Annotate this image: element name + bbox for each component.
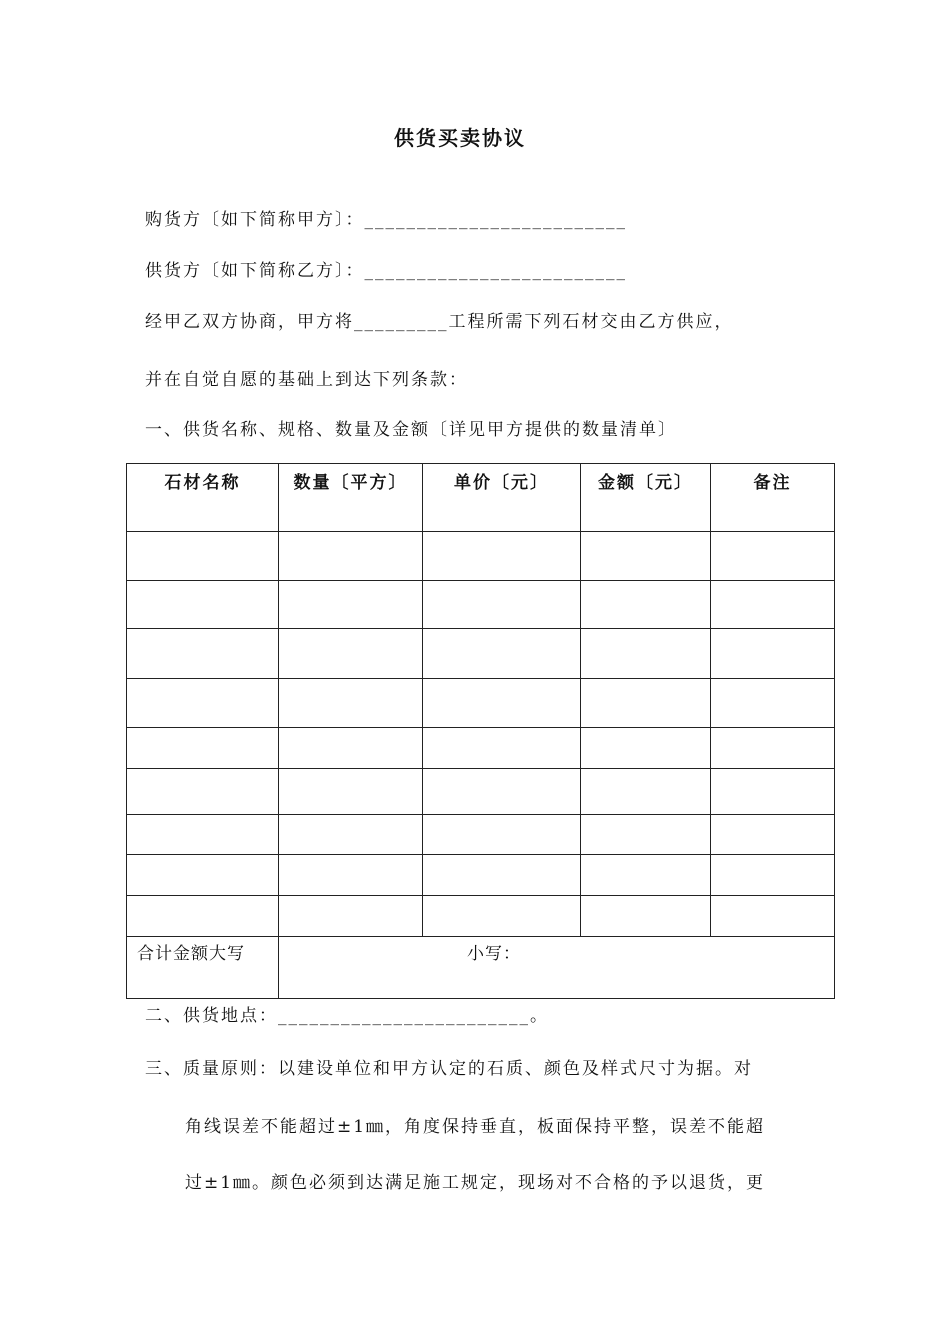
table-cell[interactable] xyxy=(279,679,423,728)
table-total-row xyxy=(127,937,835,999)
table-cell[interactable] xyxy=(581,769,711,815)
table-cell[interactable] xyxy=(127,629,279,679)
table-cell[interactable] xyxy=(127,532,279,581)
table-row xyxy=(127,679,835,728)
table-cell[interactable] xyxy=(711,855,835,896)
table-cell[interactable] xyxy=(423,581,581,629)
table-cell[interactable] xyxy=(279,629,423,679)
header-amount: 金额〔元〕 xyxy=(581,464,711,532)
table-cell[interactable] xyxy=(711,629,835,679)
total-amount-cell[interactable] xyxy=(279,937,835,999)
table-cell[interactable] xyxy=(127,815,279,855)
section-3-line-1: 三、质量原则：以建设单位和甲方认定的石质、颜色及样式尺寸为据。对 xyxy=(145,1059,753,1079)
table-row xyxy=(127,581,835,629)
table-cell[interactable] xyxy=(127,769,279,815)
table-cell[interactable] xyxy=(423,532,581,581)
table-row xyxy=(127,855,835,896)
header-stone-name: 石材名称 xyxy=(127,464,279,532)
intro-line-2: 并在自觉自愿的基础上到达下列条款： xyxy=(145,370,468,390)
header-quantity: 数量〔平方〕 xyxy=(279,464,423,532)
table-row xyxy=(127,629,835,679)
header-unit-price: 单价〔元〕 xyxy=(423,464,581,532)
section-3-line-2: 角线误差不能超过±1㎜，角度保持垂直，板面保持平整，误差不能超 xyxy=(185,1117,766,1137)
table-cell[interactable] xyxy=(581,728,711,769)
table-row xyxy=(127,896,835,937)
table-row xyxy=(127,728,835,769)
table-row xyxy=(127,815,835,855)
table-cell[interactable] xyxy=(279,728,423,769)
small-amount-label: 小写： xyxy=(467,944,521,964)
table-cell[interactable] xyxy=(711,815,835,855)
total-label-text: 合计金额大写 xyxy=(137,944,245,964)
table-cell[interactable] xyxy=(711,896,835,937)
section-3-line-3: 过±1㎜。颜色必须到达满足施工规定，现场对不合格的予以退货，更 xyxy=(185,1173,766,1193)
table-cell[interactable] xyxy=(423,815,581,855)
table-cell[interactable] xyxy=(711,679,835,728)
seller-line: 供货方〔如下简称乙方〕：_________________________ xyxy=(145,261,627,281)
table-cell[interactable] xyxy=(581,629,711,679)
goods-table xyxy=(126,463,835,999)
section-1-heading: 一、供货名称、规格、数量及金额〔详见甲方提供的数量清单〕 xyxy=(145,420,677,440)
table-cell[interactable] xyxy=(581,679,711,728)
table-cell[interactable] xyxy=(279,815,423,855)
table-cell[interactable] xyxy=(423,728,581,769)
section-2-delivery-location: 二、供货地点：________________________。 xyxy=(145,1006,549,1026)
table-cell[interactable] xyxy=(711,769,835,815)
document-title: 供货买卖协议 xyxy=(394,126,526,150)
table-cell[interactable] xyxy=(423,896,581,937)
table-cell[interactable] xyxy=(279,769,423,815)
table-cell[interactable] xyxy=(279,855,423,896)
table-cell[interactable] xyxy=(423,679,581,728)
table-cell[interactable] xyxy=(127,728,279,769)
table-cell[interactable] xyxy=(581,581,711,629)
table-cell[interactable] xyxy=(423,855,581,896)
intro-line-1: 经甲乙双方协商，甲方将_________工程所需下列石材交由乙方供应， xyxy=(145,312,734,332)
table-cell[interactable] xyxy=(711,581,835,629)
table-cell[interactable] xyxy=(581,532,711,581)
table-row xyxy=(127,532,835,581)
table-header-row xyxy=(127,464,835,532)
buyer-line: 购货方〔如下简称甲方〕：_________________________ xyxy=(145,210,627,230)
table-cell[interactable] xyxy=(423,629,581,679)
total-amount-words-label xyxy=(127,937,279,999)
table-cell[interactable] xyxy=(581,896,711,937)
table-cell[interactable] xyxy=(279,532,423,581)
table-cell[interactable] xyxy=(127,679,279,728)
table-cell[interactable] xyxy=(581,815,711,855)
table-cell[interactable] xyxy=(711,532,835,581)
table-cell[interactable] xyxy=(127,896,279,937)
table-cell[interactable] xyxy=(581,855,711,896)
table-cell[interactable] xyxy=(279,581,423,629)
table-cell[interactable] xyxy=(711,728,835,769)
table-cell[interactable] xyxy=(127,581,279,629)
table-cell[interactable] xyxy=(279,896,423,937)
table-row xyxy=(127,769,835,815)
header-remarks: 备注 xyxy=(711,464,835,532)
table-cell[interactable] xyxy=(127,855,279,896)
table-cell[interactable] xyxy=(423,769,581,815)
